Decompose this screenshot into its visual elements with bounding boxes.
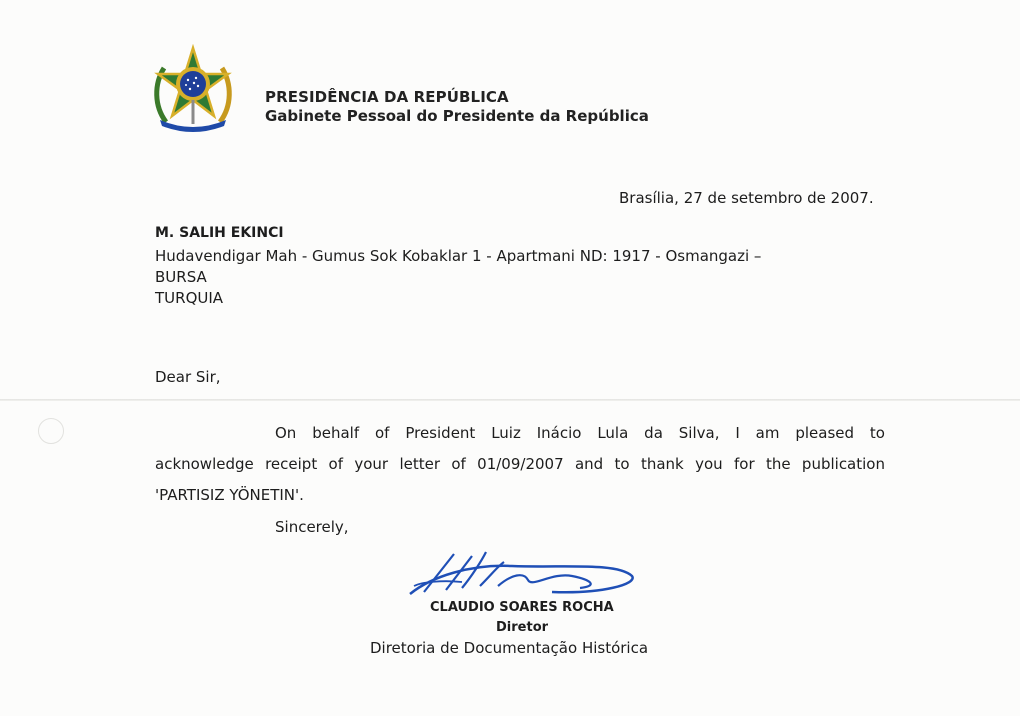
recipient-city: BURSA: [155, 268, 207, 286]
closing: Sincerely,: [275, 518, 349, 536]
recipient-name: M. SALIH EKINCI: [155, 225, 284, 241]
letterhead-title: PRESIDÊNCIA DA REPÚBLICA: [265, 88, 509, 106]
signatory-name: CLAUDIO SOARES ROCHA: [430, 600, 614, 615]
body-line-3: 'PARTISIZ YÖNETIN'.: [155, 486, 304, 504]
recipient-address-line: Hudavendigar Mah - Gumus Sok Kobaklar 1 - Apartmani ND: 1917 - Osmangazi –: [155, 247, 762, 265]
recipient-country: TURQUIA: [155, 289, 224, 307]
signatory-title: Diretor: [496, 620, 549, 635]
paper-fold-line: [0, 399, 1020, 401]
paper-punch-mark: [38, 418, 64, 444]
body-line-1: On behalf of President Luiz Inácio Lula da Silva, I am pleased to: [275, 424, 885, 442]
signatory-department: Diretoria de Documentação Histórica: [370, 639, 649, 657]
salutation: Dear Sir,: [155, 368, 221, 386]
handwritten-signature-icon: [402, 536, 642, 604]
letterhead-subtitle: Gabinete Pessoal do Presidente da República: [265, 107, 649, 125]
body-line-2: acknowledge receipt of your letter of 01/09/2007 and to thank you for the publication: [155, 455, 885, 473]
brazil-coat-of-arms-icon: [150, 44, 236, 132]
letter-date: Brasília, 27 de setembro de 2007.: [619, 189, 874, 207]
